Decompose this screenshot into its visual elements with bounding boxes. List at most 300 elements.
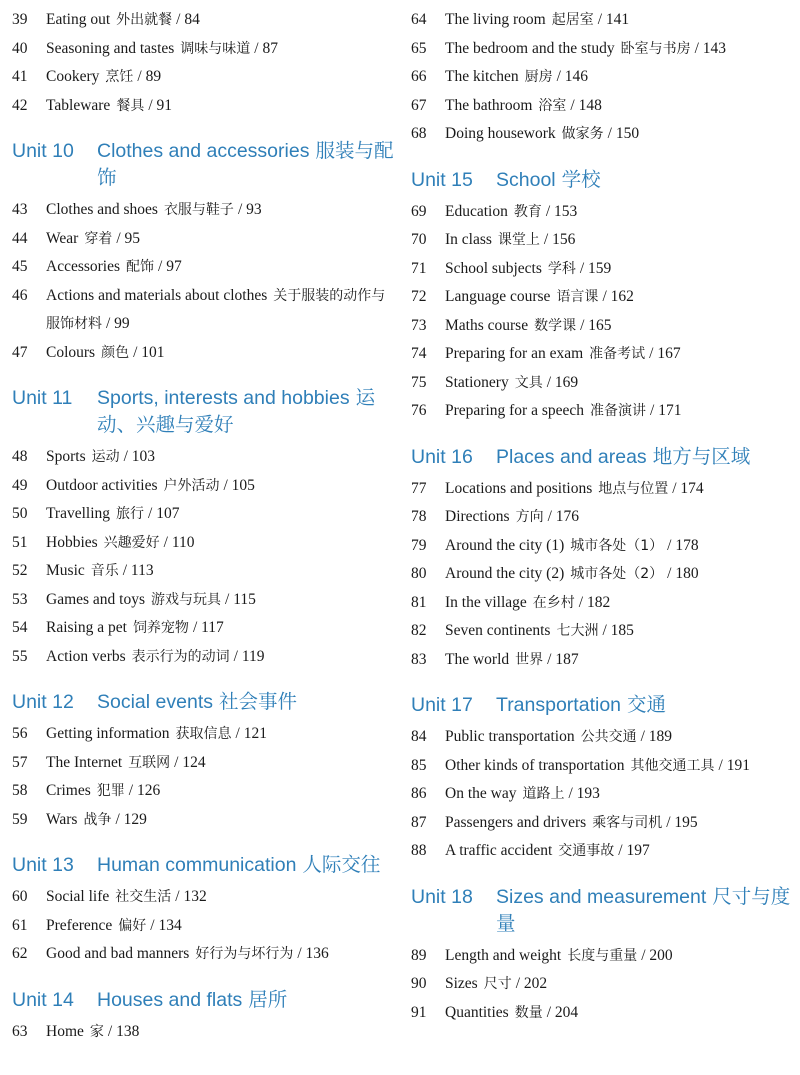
unit-title: Human communication	[97, 854, 297, 876]
entry-page: / 148	[570, 96, 602, 114]
entry-page: / 143	[694, 39, 727, 57]
unit-heading[interactable]	[411, 692, 791, 719]
entry-number: 41	[12, 68, 28, 85]
entry-title: The world	[445, 650, 510, 668]
toc-entry[interactable]	[411, 92, 791, 121]
entry-page: / 162	[602, 288, 634, 305]
toc-entry[interactable]	[411, 999, 791, 1028]
entry-number: 89	[411, 946, 427, 964]
toc-entry[interactable]	[411, 312, 791, 341]
entry-title-zh: 七大洲	[556, 623, 599, 639]
entry-title: Directions	[445, 508, 510, 525]
entry-number: 45	[12, 258, 28, 275]
entry-number: 66	[411, 68, 427, 85]
entry-title: Around the city (1)	[445, 536, 565, 554]
entry-page: / 110	[163, 533, 195, 551]
toc-entry[interactable]	[411, 369, 791, 398]
toc-entry[interactable]	[411, 6, 791, 35]
toc-entry[interactable]	[411, 475, 791, 504]
entry-page: / 204	[546, 1003, 579, 1021]
unit-title-zh: 地方与区域	[652, 445, 751, 468]
toc-entry[interactable]	[411, 255, 791, 284]
entry-title-zh: 颜色	[101, 344, 130, 361]
toc-entry[interactable]	[12, 586, 397, 615]
entry-number: 54	[12, 619, 28, 636]
entry-title-zh: 好行为与坏行为	[195, 946, 294, 962]
entry-title: School subjects	[445, 259, 542, 277]
entry-title-zh: 旅行	[116, 506, 145, 522]
entry-title-zh: 犯罪	[96, 783, 125, 799]
entry-number: 73	[411, 316, 427, 334]
toc-top-entries	[411, 6, 791, 149]
toc-entry[interactable]	[12, 720, 397, 749]
entry-title-zh: 方向	[515, 509, 544, 525]
entry-title: A traffic accident	[445, 842, 553, 859]
toc-entry[interactable]	[12, 92, 397, 121]
unit-number: Unit 13	[12, 854, 74, 876]
toc-entry[interactable]	[411, 198, 791, 227]
toc-entry[interactable]	[411, 809, 791, 838]
entry-title: The living room	[445, 11, 546, 28]
entry-page: / 121	[235, 725, 267, 742]
entry-title-zh: 地点与位置	[598, 480, 669, 497]
entry-title-zh: 世界	[515, 651, 544, 668]
toc-entry[interactable]	[12, 777, 397, 806]
entry-title: Accessories	[46, 258, 121, 275]
toc-entry[interactable]	[411, 942, 791, 971]
unit-number: Unit 16	[411, 445, 473, 468]
entry-title-zh: 厨房	[524, 69, 553, 85]
entry-title: Language course	[445, 288, 551, 305]
entry-number: 65	[411, 39, 427, 57]
entry-number: 70	[411, 231, 427, 248]
entry-number: 51	[12, 533, 28, 551]
entry-title-zh: 互联网	[128, 754, 171, 771]
toc-entry[interactable]	[12, 1018, 397, 1047]
entry-title-zh: 准备演讲	[590, 403, 647, 419]
entry-title: Travelling	[46, 505, 111, 522]
entry-page: / 107	[148, 505, 180, 522]
toc-top-entries	[12, 6, 397, 120]
entry-page: / 105	[223, 476, 255, 494]
entry-page: / 117	[192, 619, 224, 636]
unit-heading[interactable]	[12, 689, 397, 716]
entry-page: / 193	[568, 785, 600, 802]
entry-number: 62	[12, 945, 28, 962]
unit-heading[interactable]	[12, 852, 397, 879]
entry-title: The kitchen	[445, 68, 519, 85]
toc-entry[interactable]	[12, 529, 397, 558]
toc-entry[interactable]	[12, 339, 397, 368]
toc-entry[interactable]	[12, 35, 397, 64]
unit-title: School	[496, 168, 556, 191]
entry-page: / 95	[116, 229, 140, 247]
entry-title-zh: 饲养宠物	[132, 620, 189, 636]
entry-page: / 97	[158, 258, 182, 275]
unit-number: Unit 14	[12, 988, 74, 1011]
entry-number: 52	[12, 562, 28, 579]
entry-title-zh: 卧室与书房	[620, 40, 691, 57]
entry-page: / 136	[297, 945, 329, 962]
entry-number: 80	[411, 565, 427, 582]
entry-title-zh: 学科	[547, 260, 576, 277]
unit-number: Unit 12	[12, 691, 74, 713]
entry-title: On the way	[445, 785, 517, 802]
entry-number: 46	[12, 286, 28, 304]
entry-title-zh: 在乡村	[532, 594, 575, 611]
entry-number: 88	[411, 842, 427, 859]
toc-entry[interactable]	[411, 752, 791, 781]
entry-title: Cookery	[46, 68, 100, 85]
toc-entry[interactable]	[12, 749, 397, 778]
entry-title-zh: 城市各处（1）	[570, 537, 664, 554]
entry-title: Eating out	[46, 11, 111, 28]
toc-right-column	[411, 6, 791, 1027]
toc-entry[interactable]	[12, 6, 397, 35]
entry-title-zh: 游戏与玩具	[151, 591, 222, 608]
entry-title: Other kinds of transportation	[445, 756, 625, 774]
toc-entry[interactable]	[12, 557, 397, 586]
entry-title: Doing housework	[445, 125, 556, 142]
entry-page: / 129	[115, 810, 147, 828]
toc-entry[interactable]	[12, 282, 397, 339]
entry-title: Getting information	[46, 725, 170, 742]
toc-entry[interactable]	[411, 837, 791, 866]
toc-entry[interactable]	[12, 912, 397, 941]
entry-page: / 187	[547, 650, 579, 668]
entry-title: Education	[445, 202, 508, 220]
entry-title-zh: 浴室	[538, 97, 567, 114]
entry-number: 49	[12, 476, 28, 494]
unit-title-zh: 尺寸与度量	[496, 885, 791, 935]
unit-number: Unit 17	[411, 694, 473, 716]
entry-title: The bedroom and the study	[445, 39, 615, 57]
toc-entry[interactable]	[12, 225, 397, 254]
entry-number: 76	[411, 402, 427, 419]
entry-page: / 195	[666, 813, 698, 831]
entry-title-zh: 长度与重量	[567, 947, 638, 964]
entry-number: 67	[411, 96, 427, 114]
entry-page: / 84	[176, 11, 200, 28]
entry-number: 63	[12, 1022, 28, 1040]
toc-entry[interactable]	[12, 500, 397, 529]
unit-title-zh: 服装与配饰	[97, 140, 394, 189]
entry-title-zh: 教育	[513, 203, 542, 220]
entry-title-zh: 调味与味道	[180, 40, 251, 57]
toc-entry[interactable]	[12, 643, 397, 672]
entry-title-zh: 运动	[91, 449, 120, 465]
entry-title: Good and bad manners	[46, 945, 190, 962]
entry-number: 48	[12, 448, 28, 465]
unit-title: Places and areas	[496, 445, 647, 468]
unit-title-zh: 居所	[248, 988, 288, 1011]
unit-number: Unit 11	[12, 387, 73, 409]
toc-entry[interactable]	[12, 883, 397, 912]
entry-title-zh: 获取信息	[175, 726, 232, 742]
entry-number: 50	[12, 505, 28, 522]
unit-title: Transportation	[496, 694, 622, 716]
entry-title: Preparing for a speech	[445, 402, 585, 419]
entry-page: / 153	[545, 202, 578, 220]
entry-number: 61	[12, 916, 28, 934]
toc-left-column	[12, 6, 397, 1046]
entry-title: In the village	[445, 593, 527, 611]
entry-title-zh: 户外活动	[163, 477, 220, 494]
entry-title: Preparing for an exam	[445, 345, 584, 362]
entry-page: / 150	[607, 125, 640, 142]
entry-page: / 138	[107, 1022, 140, 1040]
entry-title-zh: 城市各处（2）	[570, 566, 664, 582]
toc-entry[interactable]	[12, 614, 397, 643]
toc-entry[interactable]	[411, 532, 791, 561]
toc-entry[interactable]	[12, 63, 397, 92]
entry-title-zh: 尺寸	[483, 976, 512, 992]
entry-number: 69	[411, 202, 427, 220]
entry-title: Wear	[46, 229, 79, 247]
entry-title: Actions and materials about clothes	[46, 286, 268, 304]
toc-entry[interactable]	[411, 970, 791, 999]
entry-title: Games and toys	[46, 590, 146, 608]
entry-title-zh: 数量	[514, 1004, 543, 1021]
toc-entry[interactable]	[411, 617, 791, 646]
toc-entry[interactable]	[411, 397, 791, 426]
entry-title: Home	[46, 1022, 84, 1040]
toc-entry[interactable]	[411, 503, 791, 532]
unit-title-zh: 交通	[627, 694, 667, 716]
unit-heading[interactable]	[12, 385, 397, 439]
toc-entry[interactable]	[411, 723, 791, 752]
toc-entry[interactable]	[411, 646, 791, 675]
entry-page: / 103	[123, 448, 156, 465]
unit-heading[interactable]	[411, 444, 791, 471]
entry-title: Seasoning and tastes	[46, 39, 175, 57]
toc-entry[interactable]	[411, 283, 791, 312]
entry-title-zh: 衣服与鞋子	[163, 202, 234, 218]
entry-title-zh: 课堂上	[497, 232, 540, 248]
entry-title-zh: 文具	[514, 374, 543, 391]
entry-page: / 99	[106, 315, 130, 332]
entry-number: 57	[12, 753, 28, 771]
entry-title-zh: 战争	[83, 811, 112, 828]
entry-number: 84	[411, 728, 427, 745]
entry-title-zh: 配饰	[126, 259, 155, 275]
unit-heading[interactable]	[411, 167, 791, 194]
entry-title: Locations and positions	[445, 479, 593, 497]
entry-page: / 146	[556, 68, 589, 85]
entry-title-zh: 家	[89, 1023, 104, 1040]
entry-number: 72	[411, 288, 427, 305]
entry-page: / 191	[718, 756, 750, 774]
entry-title-zh: 关于服装的动作与服饰材料	[46, 287, 386, 332]
entry-title-zh: 表示行为的动词	[131, 648, 230, 665]
entry-page: / 141	[597, 11, 630, 28]
entry-title-zh: 乘客与司机	[592, 814, 663, 831]
entry-page: / 119	[233, 647, 265, 665]
entry-title-zh: 音乐	[90, 563, 119, 579]
unit-number: Unit 10	[12, 140, 74, 162]
entry-page: / 171	[650, 402, 682, 419]
entry-page: / 113	[122, 562, 154, 579]
entry-page: / 169	[546, 373, 579, 391]
entry-page: / 91	[148, 96, 173, 114]
toc-entry[interactable]	[12, 196, 397, 225]
entry-title: Hobbies	[46, 533, 98, 551]
entry-title: The Internet	[46, 753, 123, 771]
entry-page: / 156	[543, 231, 576, 248]
entry-page: / 132	[175, 888, 207, 905]
entry-number: 39	[12, 11, 28, 28]
entry-title: Crimes	[46, 782, 91, 799]
entry-page: / 101	[133, 343, 165, 361]
entry-number: 43	[12, 201, 28, 218]
entry-title: Maths course	[445, 316, 529, 334]
entry-number: 60	[12, 888, 28, 905]
entry-title-zh: 社交生活	[115, 889, 172, 905]
entry-number: 75	[411, 373, 427, 391]
entry-title-zh: 公共交通	[580, 729, 637, 745]
toc-entry[interactable]	[12, 253, 397, 282]
unit-heading[interactable]	[12, 138, 397, 192]
entry-number: 78	[411, 508, 427, 525]
entry-page: / 126	[128, 782, 161, 799]
unit-title: Clothes and accessories	[97, 140, 310, 162]
toc-entry[interactable]	[411, 340, 791, 369]
entry-title: Sports	[46, 448, 86, 465]
toc-entry[interactable]	[411, 780, 791, 809]
entry-page: / 89	[137, 68, 162, 85]
entry-title-zh: 起居室	[551, 12, 594, 28]
entry-page: / 134	[150, 916, 182, 934]
entry-number: 79	[411, 536, 427, 554]
entry-page: / 176	[547, 508, 580, 525]
entry-number: 87	[411, 813, 427, 831]
entry-title: Stationery	[445, 373, 509, 391]
entry-page: / 167	[649, 345, 681, 362]
entry-number: 58	[12, 782, 28, 799]
entry-page: / 93	[237, 201, 262, 218]
unit-title-zh: 人际交往	[302, 854, 381, 876]
entry-title: Clothes and shoes	[46, 201, 158, 218]
toc-entry[interactable]	[12, 443, 397, 472]
entry-title: Tableware	[46, 96, 111, 114]
entry-number: 83	[411, 650, 427, 668]
entry-page: / 115	[225, 590, 256, 608]
entry-title: Sizes	[445, 975, 478, 992]
entry-title: Length and weight	[445, 946, 562, 964]
unit-title: Houses and flats	[97, 988, 243, 1011]
entry-title-zh: 外出就餐	[116, 12, 173, 28]
unit-title-zh: 社会事件	[218, 691, 297, 713]
entry-title-zh: 做家务	[561, 126, 604, 142]
toc-entry[interactable]	[12, 940, 397, 969]
entry-number: 81	[411, 593, 427, 611]
unit-title: Social events	[97, 691, 213, 713]
entry-number: 44	[12, 229, 28, 247]
entry-number: 85	[411, 756, 427, 774]
entry-title-zh: 数学课	[534, 317, 577, 334]
entry-number: 56	[12, 725, 28, 742]
toc-entry[interactable]	[12, 806, 397, 835]
entry-title-zh: 餐具	[116, 97, 145, 114]
entry-title: Public transportation	[445, 728, 575, 745]
toc-entry[interactable]	[411, 63, 791, 92]
entry-page: / 178	[667, 536, 699, 554]
entry-title: Outdoor activities	[46, 476, 158, 494]
unit-title: Sizes and measurement	[496, 885, 707, 908]
entry-title-zh: 道路上	[522, 786, 565, 802]
entry-title: Passengers and drivers	[445, 813, 587, 831]
entry-title-zh: 偏好	[118, 917, 147, 934]
entry-number: 77	[411, 479, 427, 497]
toc-entry[interactable]	[411, 560, 791, 589]
unit-number: Unit 15	[411, 168, 473, 191]
toc-entry[interactable]	[411, 35, 791, 64]
unit-title-zh: 运动、兴趣与爱好	[97, 387, 376, 436]
entry-page: / 165	[580, 316, 612, 334]
entry-title-zh: 其他交通工具	[630, 757, 715, 774]
entry-title-zh: 穿着	[84, 230, 113, 247]
entry-number: 40	[12, 39, 28, 57]
unit-heading[interactable]	[411, 884, 791, 938]
unit-title: Sports, interests and hobbies	[97, 387, 350, 409]
entry-page: / 189	[640, 728, 673, 745]
toc-entry[interactable]	[411, 589, 791, 618]
entry-title: Social life	[46, 888, 110, 905]
toc-entry[interactable]	[411, 120, 791, 149]
unit-heading[interactable]	[12, 987, 397, 1014]
entry-title: Raising a pet	[46, 619, 127, 636]
entry-page: / 180	[667, 565, 699, 582]
entry-title-zh: 语言课	[556, 289, 599, 305]
entry-title-zh: 兴趣爱好	[103, 534, 160, 551]
entry-page: / 185	[602, 622, 634, 639]
entry-page: / 174	[672, 479, 704, 497]
entry-page: / 202	[515, 975, 548, 992]
entry-number: 74	[411, 345, 427, 362]
entry-title: Preference	[46, 916, 113, 934]
toc-entry[interactable]	[12, 472, 397, 501]
entry-page: / 200	[641, 946, 673, 964]
entry-number: 82	[411, 622, 427, 639]
entry-title: Around the city (2)	[445, 565, 565, 582]
unit-title-zh: 学校	[561, 168, 601, 191]
entry-title: In class	[445, 231, 492, 248]
entry-page: / 197	[618, 842, 650, 859]
unit-number: Unit 18	[411, 885, 473, 908]
toc-entry[interactable]	[411, 226, 791, 255]
entry-title-zh: 交通事故	[558, 843, 615, 859]
entry-page: / 87	[254, 39, 278, 57]
entry-title: Action verbs	[46, 647, 126, 665]
entry-number: 42	[12, 96, 28, 114]
entry-number: 86	[411, 785, 427, 802]
entry-number: 91	[411, 1003, 427, 1021]
entry-title: Music	[46, 562, 85, 579]
entry-number: 90	[411, 975, 427, 992]
entry-title: The bathroom	[445, 96, 533, 114]
entry-title-zh: 烹饪	[105, 69, 134, 85]
entry-page: / 124	[174, 753, 206, 771]
entry-page: / 182	[578, 593, 611, 611]
entry-page: / 159	[579, 259, 612, 277]
entry-title: Seven continents	[445, 622, 551, 639]
entry-number: 59	[12, 810, 28, 828]
entry-title: Wars	[46, 810, 78, 828]
entry-number: 47	[12, 343, 28, 361]
entry-number: 55	[12, 647, 28, 665]
entry-number: 68	[411, 125, 427, 142]
entry-title: Colours	[46, 343, 96, 361]
